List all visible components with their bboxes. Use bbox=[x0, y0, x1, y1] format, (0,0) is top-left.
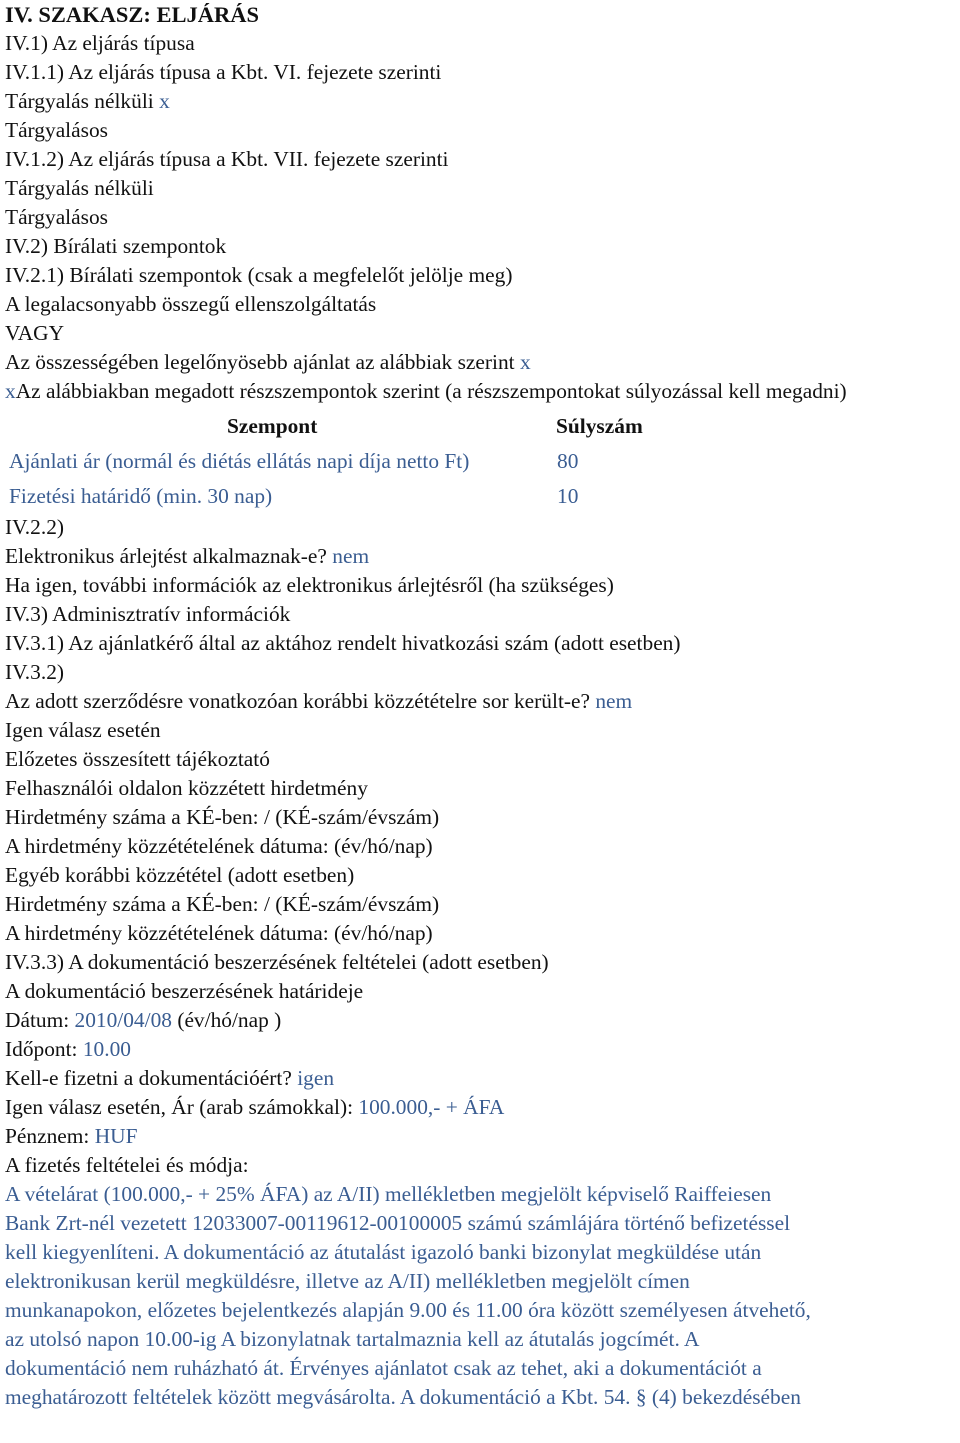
line-text: IV.3) Adminisztratív információk bbox=[5, 602, 291, 626]
paragraph-line: az utolsó napon 10.00-ig A bizonylatnak tartalmaznia kell az átutalás jogcímét. A bbox=[5, 1327, 700, 1351]
doc-line bbox=[5, 58, 955, 87]
weight-cell: 80 bbox=[557, 449, 579, 473]
doc-line bbox=[5, 774, 955, 803]
doc-line bbox=[5, 687, 955, 716]
doc-line bbox=[5, 571, 955, 600]
line-text: A fizetés feltételei és módja: bbox=[5, 1153, 249, 1177]
section-heading bbox=[5, 0, 955, 29]
doc-line bbox=[5, 513, 955, 542]
field-value: nem bbox=[332, 544, 370, 568]
paragraph-line: Bank Zrt-nél vezetett 12033007-00119612-00100005 számú számlájára történő befizetéssel bbox=[5, 1211, 791, 1235]
line-text: A hirdetmény közzétételének dátuma: (év/hó/nap) bbox=[5, 834, 433, 858]
paragraph-line: meghatározott feltételek között megvásárolta. A dokumentáció a Kbt. 54. § (4) bekezdésében bbox=[5, 1385, 801, 1409]
line-text: Tárgyalás nélküli bbox=[5, 176, 154, 200]
paragraph-line: munkanapokon, előzetes bejelentkezés alapján 9.00 és 11.00 óra között személyesen átvehető, bbox=[5, 1298, 811, 1322]
field-value: nem bbox=[595, 689, 633, 713]
line-text: Dátum: bbox=[5, 1008, 75, 1032]
line-text: IV.2.1) Bírálati szempontok (csak a megfelelőt jelölje meg) bbox=[5, 263, 513, 287]
doc-line bbox=[5, 348, 955, 377]
line-text: Az alábbiakban megadott részszempontok szerint (a részszempontokat súlyozással kell megadni) bbox=[15, 379, 847, 403]
doc-line bbox=[5, 1035, 955, 1064]
line-text: IV.1.1) Az eljárás típusa a Kbt. VI. fejezete szerinti bbox=[5, 60, 442, 84]
paragraph-line: elektronikusan kerül megküldésre, illetve az A/II) mellékletben megjelölt címen bbox=[5, 1269, 690, 1293]
header-weight: Súlyszám bbox=[556, 414, 643, 438]
doc-line bbox=[5, 542, 955, 571]
doc-line bbox=[5, 290, 955, 319]
doc-line bbox=[5, 745, 955, 774]
line-text: Kell-e fizetni a dokumentációért? bbox=[5, 1066, 298, 1090]
field-value: x bbox=[519, 350, 531, 374]
criterion-cell: Fizetési határidő (min. 30 nap) bbox=[9, 484, 273, 508]
line-text: Az összességében legelőnyösebb ajánlat az alábbiak szerint bbox=[5, 350, 520, 374]
doc-line bbox=[5, 29, 955, 58]
doc-line bbox=[5, 919, 955, 948]
doc-line bbox=[5, 861, 955, 890]
doc-line bbox=[5, 319, 955, 348]
line-text: Előzetes összesített tájékoztató bbox=[5, 747, 270, 771]
line-text: Hirdetmény száma a KÉ-ben: / (KÉ-szám/évszám) bbox=[5, 892, 440, 916]
doc-line bbox=[5, 116, 955, 145]
doc-line bbox=[5, 629, 955, 658]
paragraph-line: dokumentáció nem ruházható át. Érvényes ajánlatot csak az tehet, aki a dokumentációt a bbox=[5, 1356, 762, 1380]
line-text: IV.1) Az eljárás típusa bbox=[5, 31, 195, 55]
field-value: igen bbox=[297, 1066, 335, 1090]
line-text: Tárgyalásos bbox=[5, 205, 108, 229]
line-text: Ha igen, további információk az elektronikus árlejtésről (ha szükséges) bbox=[5, 573, 614, 597]
heading-text: IV. SZAKASZ: ELJÁRÁS bbox=[5, 2, 260, 27]
line-text: Igen válasz esetén, Ár (arab számokkal): bbox=[5, 1095, 359, 1119]
field-value: x bbox=[159, 89, 170, 113]
line-text: Hirdetmény száma a KÉ-ben: / (KÉ-szám/évszám) bbox=[5, 805, 440, 829]
doc-line bbox=[5, 1122, 955, 1151]
paragraph-line: A vételárat (100.000,- + 25% ÁFA) az A/II) mellékletben megjelölt képviselő Raiffeiesen bbox=[5, 1182, 772, 1206]
line-text: IV.3.1) Az ajánlatkérő által az aktához rendelt hivatkozási szám (adott esetben) bbox=[5, 631, 681, 655]
payment-paragraph bbox=[5, 1180, 955, 1412]
line-text: Felhasználói oldalon közzétett hirdetmény bbox=[5, 776, 368, 800]
line-text: VAGY bbox=[5, 321, 65, 345]
line-text: A hirdetmény közzétételének dátuma: (év/hó/nap) bbox=[5, 921, 433, 945]
field-value: x bbox=[5, 379, 16, 403]
line-text: A legalacsonyabb összegű ellenszolgáltatás bbox=[5, 292, 377, 316]
line-text: Tárgyalásos bbox=[5, 118, 108, 142]
line-text: Pénznem: bbox=[5, 1124, 95, 1148]
header-criterion: Szempont bbox=[227, 414, 318, 438]
field-value: 100.000,- + ÁFA bbox=[358, 1095, 505, 1119]
doc-line bbox=[5, 1006, 955, 1035]
doc-line bbox=[5, 977, 955, 1006]
doc-line bbox=[5, 890, 955, 919]
criteria-intro bbox=[5, 377, 910, 406]
paragraph-line: kell kiegyenlíteni. A dokumentáció az átutalást igazoló banki bizonylat megküldése után bbox=[5, 1240, 762, 1264]
line-text: (év/hó/nap ) bbox=[171, 1008, 282, 1032]
doc-line bbox=[5, 232, 955, 261]
field-value: 2010/04/08 bbox=[74, 1008, 172, 1032]
line-text: Egyéb korábbi közzététel (adott esetben) bbox=[5, 863, 355, 887]
doc-line bbox=[5, 1064, 955, 1093]
doc-line bbox=[5, 1151, 955, 1180]
line-text: IV.1.2) Az eljárás típusa a Kbt. VII. fejezete szerinti bbox=[5, 147, 449, 171]
line-text: IV.2) Bírálati szempontok bbox=[5, 234, 227, 258]
line-text: Igen válasz esetén bbox=[5, 718, 161, 742]
doc-line bbox=[5, 803, 955, 832]
doc-line bbox=[5, 87, 955, 116]
line-text: IV.3.2) bbox=[5, 660, 65, 684]
doc-line bbox=[5, 716, 955, 745]
doc-line bbox=[5, 1093, 955, 1122]
line-text: IV.3.3) A dokumentáció beszerzésének feltételei (adott esetben) bbox=[5, 950, 549, 974]
doc-line bbox=[5, 832, 955, 861]
doc-line bbox=[5, 948, 955, 977]
line-text: Tárgyalás nélküli bbox=[5, 89, 160, 113]
field-value: 10.00 bbox=[82, 1037, 131, 1061]
line-text: A dokumentáció beszerzésének határideje bbox=[5, 979, 364, 1003]
line-text: Az adott szerződésre vonatkozóan korábbi közzétételre sor került-e? bbox=[5, 689, 596, 713]
line-text: Időpont: bbox=[5, 1037, 83, 1061]
criterion-cell: Ajánlati ár (normál és diétás ellátás napi díja netto Ft) bbox=[9, 449, 470, 473]
weight-cell: 10 bbox=[557, 484, 579, 508]
line-text: IV.2.2) bbox=[5, 515, 65, 539]
criteria-table bbox=[5, 406, 955, 513]
document bbox=[5, 0, 955, 1412]
doc-line bbox=[5, 600, 955, 629]
doc-line bbox=[5, 261, 955, 290]
doc-line bbox=[5, 174, 955, 203]
doc-line bbox=[5, 658, 955, 687]
field-value: HUF bbox=[94, 1124, 138, 1148]
doc-line bbox=[5, 203, 955, 232]
doc-line bbox=[5, 145, 955, 174]
line-text: Elektronikus árlejtést alkalmaznak-e? bbox=[5, 544, 333, 568]
